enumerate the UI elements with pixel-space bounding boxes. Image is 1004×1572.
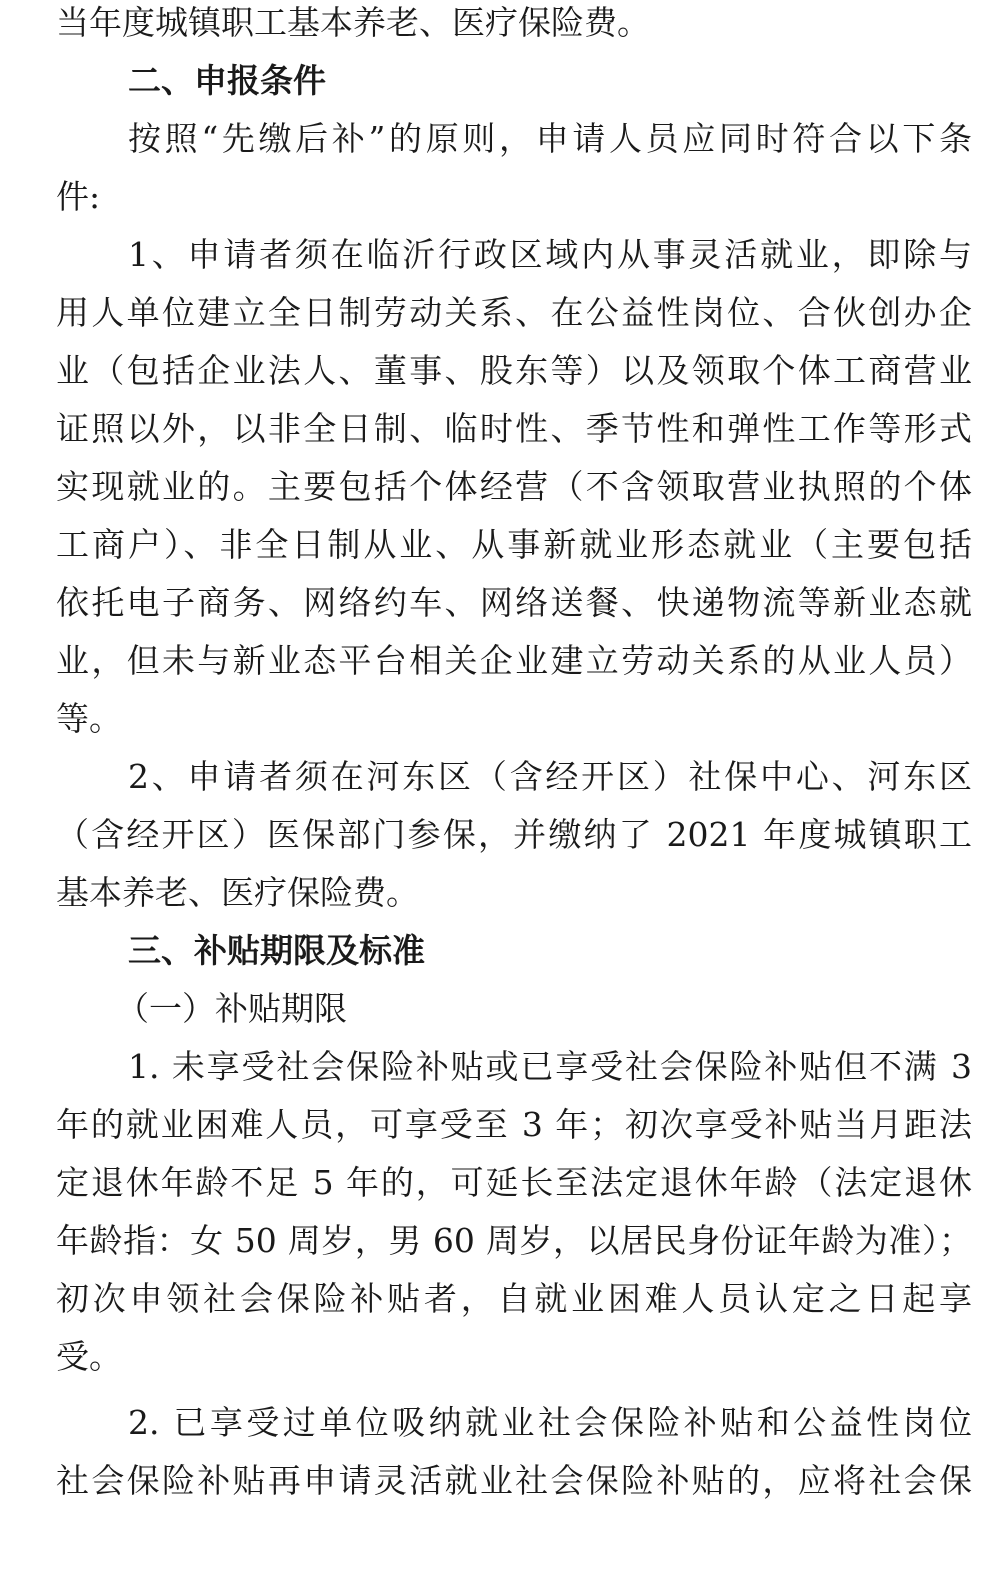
section-heading-subsidy-period-standard: 三、补贴期限及标准 xyxy=(128,931,425,970)
text-line: 基本养老、医疗保险费。 xyxy=(56,873,419,912)
text-line: 受。 xyxy=(56,1337,122,1376)
text-line: 件: xyxy=(56,177,101,216)
text-line: 当年度城镇职工基本养老、医疗保险费。 xyxy=(56,3,650,42)
text-line: 1、申请者须在临沂行政区域内从事灵活就业，即除与 xyxy=(128,235,972,274)
text-line: 用人单位建立全日制劳动关系、在公益性岗位、合伙创办企 xyxy=(56,293,972,332)
section-heading-application-conditions: 二、申报条件 xyxy=(128,61,326,100)
text-line: 年龄指：女 50 周岁，男 60 周岁，以居民身份证年龄为准）； xyxy=(56,1221,972,1260)
text-line: 证照以外，以非全日制、临时性、季节性和弹性工作等形式 xyxy=(56,409,972,448)
document-page xyxy=(56,0,972,1510)
text-line: 业（包括企业法人、董事、股东等）以及领取个体工商营业 xyxy=(56,351,972,390)
text-line: 年的就业困难人员，可享受至 3 年；初次享受补贴当月距法 xyxy=(56,1105,972,1144)
text-line: 依托电子商务、网络约车、网络送餐、快递物流等新业态就 xyxy=(56,583,972,622)
text-line: 2. 已享受过单位吸纳就业社会保险补贴和公益性岗位 xyxy=(128,1403,972,1442)
text-line: 定退休年龄不足 5 年的，可延长至法定退休年龄（法定退休 xyxy=(56,1163,972,1202)
text-line: 2、申请者须在河东区（含经开区）社保中心、河东区 xyxy=(128,757,972,796)
text-line: 等。 xyxy=(56,699,122,738)
subsection-heading-subsidy-period: （一）补贴期限 xyxy=(116,989,347,1028)
text-line: 实现就业的。主要包括个体经营（不含领取营业执照的个体 xyxy=(56,467,972,506)
text-line: 社会保险补贴再申请灵活就业社会保险补贴的，应将社会保 xyxy=(56,1461,972,1500)
text-line: 按照“先缴后补”的原则，申请人员应同时符合以下条 xyxy=(128,119,972,158)
text-line: 工商户）、非全日制从业、从事新就业形态就业（主要包括 xyxy=(56,525,972,564)
text-line: 业，但未与新业态平台相关企业建立劳动关系的从业人员） xyxy=(56,641,972,680)
text-line: 初次申领社会保险补贴者，自就业困难人员认定之日起享 xyxy=(56,1279,972,1318)
text-line: 1. 未享受社会保险补贴或已享受社会保险补贴但不满 3 xyxy=(128,1047,972,1086)
text-line: （含经开区）医保部门参保，并缴纳了 2021 年度城镇职工 xyxy=(56,815,972,854)
